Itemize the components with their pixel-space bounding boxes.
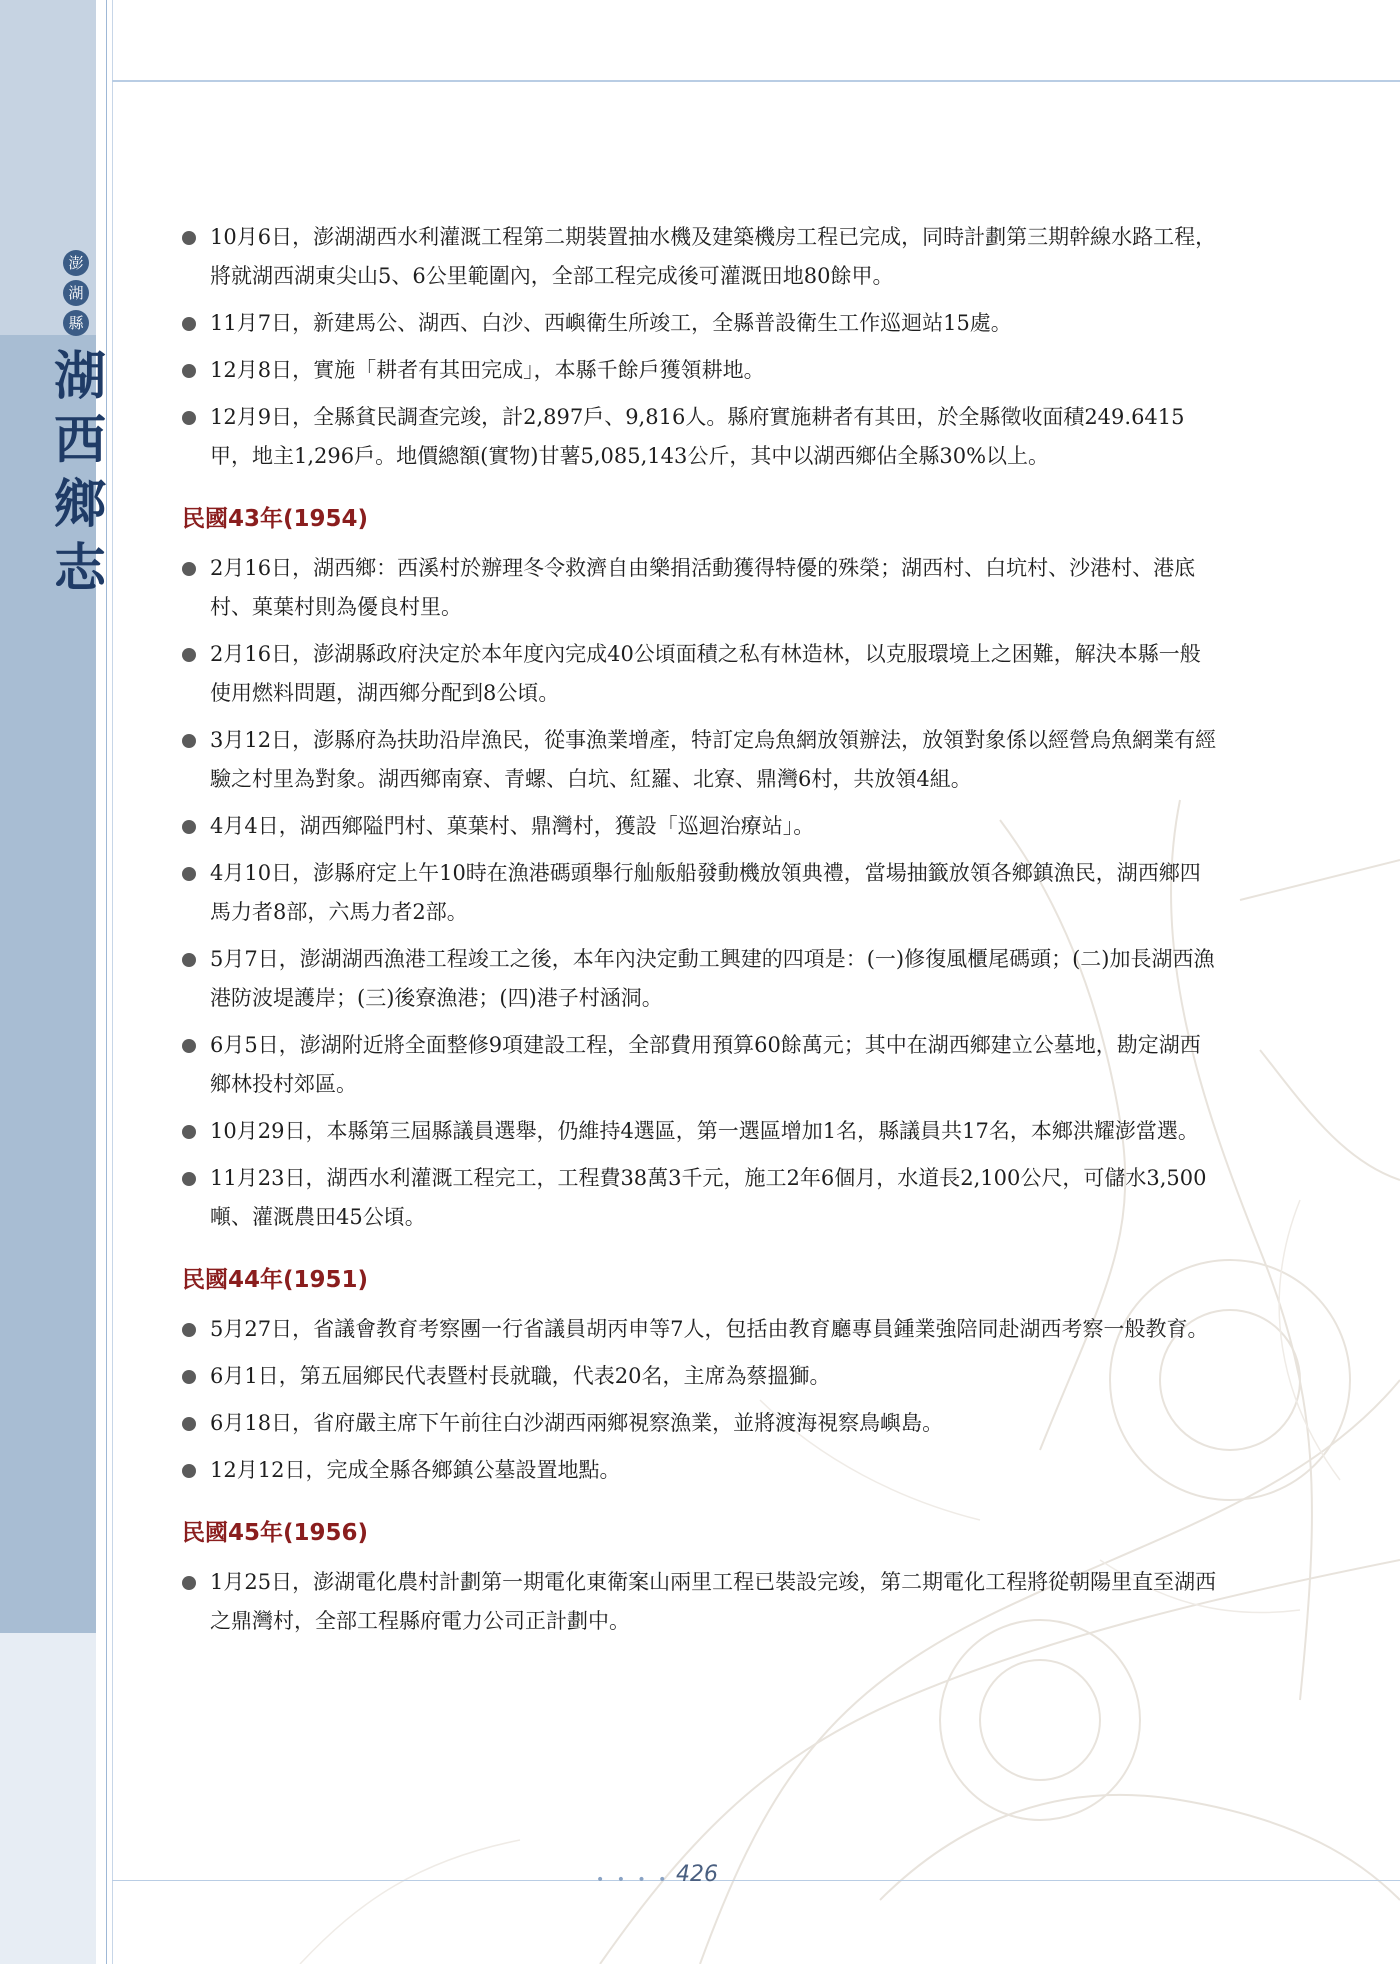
side-rule [106, 0, 107, 1964]
bullet-icon [182, 820, 196, 834]
bullet-icon [182, 231, 196, 245]
list-item [180, 635, 1220, 713]
entry-text: 6月5日，澎湖附近將全面整修9項建設工程，全部費用預算60餘萬元；其中在湖西鄉建立公墓地，勘定湖西鄉林投村郊區。 [210, 1033, 1201, 1096]
entry-text: 12月8日，實施「耕者有其田完成」，本縣千餘戶獲領耕地。 [210, 358, 765, 382]
entry-text: 6月1日，第五屆鄉民代表暨村長就職，代表20名，主席為蔡搵獅。 [210, 1364, 831, 1388]
bullet-icon [182, 1417, 196, 1431]
county-badge [62, 250, 90, 336]
bullet-icon [182, 562, 196, 576]
page-number: 426 [676, 1862, 718, 1887]
chronicle-content [180, 218, 1220, 1649]
section-heading: 民國44年(1951) [182, 1267, 369, 1293]
section-heading: 民國45年(1956) [182, 1520, 369, 1546]
list-item [180, 721, 1220, 799]
bullet-icon [182, 867, 196, 881]
entry-text: 4月10日，澎縣府定上午10時在漁港碼頭舉行舢舨船發動機放領典禮，當場抽籤放領各鄉鎮漁民，湖西鄉四馬力者8部，六馬力者2部。 [210, 861, 1201, 924]
list-item [180, 1026, 1220, 1104]
list-item [180, 807, 1220, 846]
list-item [180, 1451, 1220, 1490]
entry-text: 2月16日，澎湖縣政府決定於本年度內完成40公頃面積之私有林造林，以克服環境上之困難，解決本縣一般使用燃料問題，湖西鄉分配到8公頃。 [210, 642, 1201, 705]
county-char: 湖 [63, 280, 89, 306]
entry-text: 12月12日，完成全縣各鄉鎮公墓設置地點。 [210, 1458, 621, 1482]
entry-text: 11月7日，新建馬公、湖西、白沙、西嶼衛生所竣工，全縣普設衛生工作巡迴站15處。 [210, 311, 1012, 335]
book-title-char: 鄉 [53, 474, 106, 535]
entry-text: 1月25日，澎湖電化農村計劃第一期電化東衛案山兩里工程已裝設完竣，第二期電化工程將從朝陽里直至湖西之鼎灣村，全部工程縣府電力公司正計劃中。 [210, 1570, 1217, 1633]
list-item [180, 854, 1220, 932]
bullet-icon [182, 1464, 196, 1478]
list-item [180, 940, 1220, 1018]
list-item [180, 1563, 1220, 1641]
book-title-char: 志 [53, 538, 106, 599]
entry-text: 5月7日，澎湖湖西漁港工程竣工之後，本年內決定動工興建的四項是：(一)修復風櫃尾碼頭；(二)加長湖西漁港防波堤護岸；(三)後寮漁港；(四)港子村涵洞。 [210, 947, 1215, 1010]
bullet-icon [182, 1039, 196, 1053]
entry-text: 10月6日，澎湖湖西水利灌溉工程第二期裝置抽水機及建築機房工程已完成，同時計劃第三期幹線水路工程，將就湖西湖東尖山5、6公里範圍內，全部工程完成後可灌溉田地80餘甲。 [210, 225, 1217, 288]
bullet-icon [182, 1370, 196, 1384]
entry-text: 10月29日，本縣第三屆縣議員選舉，仍維持4選區，第一選區增加1名，縣議員共17名，本鄉洪耀澎當選。 [210, 1119, 1199, 1143]
list-item [180, 398, 1220, 476]
list-item [180, 549, 1220, 627]
bullet-icon [182, 317, 196, 331]
bullet-icon [182, 1172, 196, 1186]
entry-text: 11月23日，湖西水利灌溉工程完工，工程費38萬3千元，施工2年6個月，水道長2,100公尺，可儲水3,500噸、灌溉農田45公頃。 [210, 1166, 1207, 1229]
book-title [50, 345, 110, 601]
book-title-char: 湖 [53, 346, 106, 407]
entry-text: 4月4日，湖西鄉隘門村、菓葉村、鼎灣村，獲設「巡迴治療站」。 [210, 814, 815, 838]
bullet-icon [182, 1323, 196, 1337]
list-item [180, 1404, 1220, 1443]
county-char: 澎 [63, 250, 89, 276]
bullet-icon [182, 411, 196, 425]
footer-dots: • • • • [596, 1872, 671, 1888]
header-rule [112, 80, 1400, 82]
list-item [180, 351, 1220, 390]
footer-rule [112, 1880, 1400, 1881]
bullet-icon [182, 1125, 196, 1139]
entry-text: 6月18日，省府嚴主席下午前往白沙湖西兩鄉視察漁業，並將渡海視察鳥嶼島。 [210, 1411, 944, 1435]
bullet-icon [182, 648, 196, 662]
bullet-icon [182, 734, 196, 748]
section-heading: 民國43年(1954) [182, 506, 369, 532]
bullet-icon [182, 364, 196, 378]
entry-text: 5月27日，省議會教育考察團一行省議員胡丙申等7人，包括由教育廳專員鍾業強陪同赴湖西考察一般教育。 [210, 1317, 1209, 1341]
list-item [180, 1310, 1220, 1349]
entry-text: 3月12日，澎縣府為扶助沿岸漁民，從事漁業增產，特訂定烏魚網放領辦法，放領對象係以經營烏魚網業有經驗之村里為對象。湖西鄉南寮、青螺、白坑、紅羅、北寮、鼎灣6村，共放領4組。 [210, 728, 1217, 791]
entry-text: 2月16日，湖西鄉：西溪村於辦理冬令救濟自由樂捐活動獲得特優的殊榮；湖西村、白坑村、沙港村、港底村、菓葉村則為優良村里。 [210, 556, 1196, 619]
side-rule-light [112, 0, 113, 1964]
list-item [180, 304, 1220, 343]
bullet-icon [182, 953, 196, 967]
book-title-char: 西 [53, 410, 106, 471]
county-char: 縣 [63, 310, 89, 336]
list-item [180, 1112, 1220, 1151]
list-item [180, 218, 1220, 296]
bullet-icon [182, 1576, 196, 1590]
list-item [180, 1159, 1220, 1237]
list-item [180, 1357, 1220, 1396]
entry-text: 12月9日，全縣貧民調查完竣，計2,897戶、9,816人。縣府實施耕者有其田，於全縣徵收面積249.6415甲，地主1,296戶。地價總額(實物)甘薯5,085,143公斤，其中以湖西鄉佔全縣30%以上。 [210, 405, 1185, 468]
